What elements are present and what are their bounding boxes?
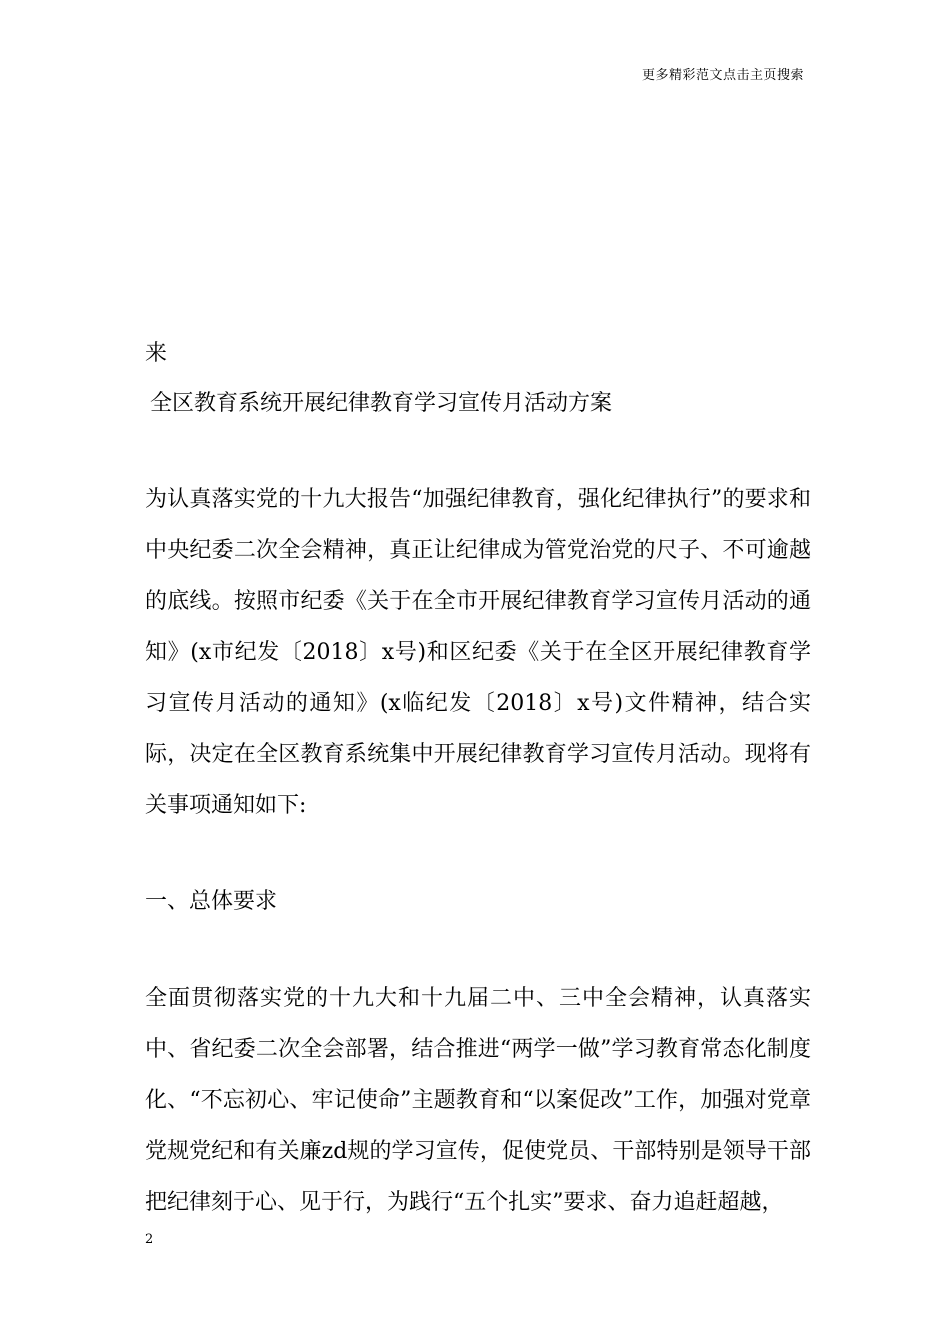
header-note: 更多精彩范文点击主页搜索 — [641, 68, 804, 83]
intro-paragraph: 为认真落实党的十九大报告“加强纪律教育，强化纪律执行”的要求和中央纪委二次全会精神，真正让纪律成为管党治党的尺子、不可逾越的底线。按照市纪委《关于在全市开展纪律教育学习宣传月活动的通知》(x市纪发〔2018〕x号)和区纪委《关于在全区开展纪律教育学习宣传月活动的通知》(x临纪发〔2018〕x号)文件精神，结合实际，决定在全区教育系统集中开展纪律教育学习宣传月活动。现将有关事项通知如下: — [145, 487, 811, 818]
page-number: 2 — [145, 1232, 154, 1247]
document-title: 全区教育系统开展纪律教育学习宣传月活动方案 — [150, 391, 613, 416]
section-paragraph: 全面贯彻落实党的十九大和十九届二中、三中全会精神，认真落实中、省纪委二次全会部署，结合推进“两学一做”学习教育常态化制度化、“不忘初心、牢记使命”主题教育和“以案促改”工作，加强对党章党规党纪和有关廉zd规的学习宣传，促使党员、干部特别是领导干部把纪律刻于心、见于行，为践行“五个扎实”要求、奋力追赶超越， — [145, 986, 811, 1215]
section-heading: 一、总体要求 — [145, 889, 278, 914]
text-fragment: 来 — [145, 341, 168, 366]
